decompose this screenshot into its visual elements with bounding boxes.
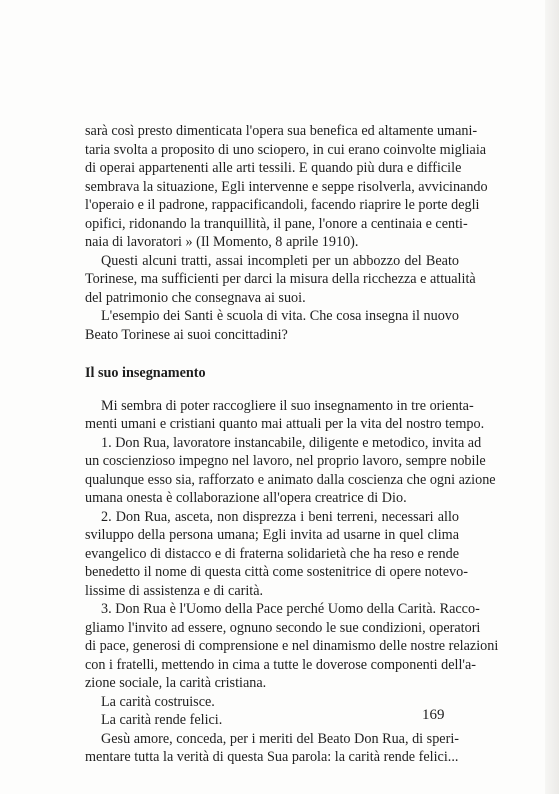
text-line: l'operaio e il padrone, rappacificandoli, facendo riaprire le porte degli bbox=[85, 197, 480, 213]
text-line: qualunque esso sia, rafforzato e animato dalla coscienza che ogni azione bbox=[85, 471, 496, 488]
paragraph bbox=[85, 397, 485, 434]
text-line: La carità rende felici. bbox=[101, 712, 223, 728]
paragraph bbox=[85, 252, 476, 308]
text-line: gliamo l'invito ad essere, ognuno secondo le sue condizioni, operatori bbox=[85, 619, 481, 636]
paragraph bbox=[85, 693, 459, 712]
text-line: L'esempio dei Santi è scuola di vita. Che cosa insegna il nuovo bbox=[101, 308, 459, 324]
paragraphs-after bbox=[85, 397, 499, 767]
paragraph bbox=[85, 307, 459, 344]
text-line: con i fratelli, mettendo in cima a tutte le doverose componenti dell'a- bbox=[85, 656, 477, 673]
body-text bbox=[85, 122, 499, 767]
text-line: Beato Torinese ai suoi concittadini? bbox=[85, 326, 288, 343]
section-heading: Il suo insegnamento bbox=[85, 365, 206, 381]
paragraph bbox=[85, 711, 459, 730]
text-line: taria svolta a proposito di uno sciopero, in cui erano coinvolte migliaia bbox=[85, 141, 487, 158]
text-line: evangelico di distacco e di fraterna solidarietà che ha reso e rende bbox=[85, 545, 459, 562]
paragraph bbox=[85, 122, 488, 252]
text-line: 2. Don Rua, asceta, non disprezza i beni terreni, necessari allo bbox=[101, 508, 459, 525]
page-edge-shadow bbox=[545, 0, 559, 794]
text-line: opifici, ridonando la tranquillità, il pane, l'onore a centinaia e centi- bbox=[85, 215, 468, 232]
text-line: sembrava la situazione, Egli intervenne e seppe risolverla, avvicinando bbox=[85, 178, 488, 195]
text-line: lissime di assistenza e di carità. bbox=[85, 582, 264, 599]
paragraph bbox=[85, 730, 459, 767]
text-line: Mi sembra di poter raccogliere il suo insegnamento in tre orienta- bbox=[101, 397, 474, 414]
page-number: 169 bbox=[422, 707, 445, 723]
paragraph bbox=[85, 508, 468, 601]
section-gap bbox=[85, 344, 459, 364]
paragraph bbox=[85, 434, 496, 508]
text-line: un coscienzioso impegno nel lavoro, nel proprio lavoro, sempre nobile bbox=[85, 453, 486, 469]
text-line: Gesù amore, conceda, per i meriti del Beato Don Rua, di speri- bbox=[101, 730, 459, 747]
text-line: benedetto il nome di questa città come sostenitrice di opere notevo- bbox=[85, 564, 468, 580]
text-line: zione sociale, la carità cristiana. bbox=[85, 675, 267, 691]
paragraph bbox=[85, 600, 499, 693]
text-line: sviluppo della persona umana; Egli invita ad usarne in quel clima bbox=[85, 527, 459, 543]
text-line: Torinese, ma sufficienti per darci la misura della ricchezza e attualità bbox=[85, 271, 476, 287]
text-line: menti umani e cristiani quanto mai attuali per la vita del nostro tempo. bbox=[85, 416, 485, 432]
text-line: naia di lavoratori » (Il Momento, 8 aprile 1910). bbox=[85, 234, 359, 250]
text-line: sarà così presto dimenticata l'opera sua benefica ed altamente umani- bbox=[85, 123, 478, 139]
text-line: Questi alcuni tratti, assai incompleti per un abbozzo del Beato bbox=[101, 252, 459, 269]
paragraphs-before bbox=[85, 122, 488, 344]
text-line: umana onesta è collaborazione all'opera creatrice di Dio. bbox=[85, 490, 407, 506]
text-line: di pace, generosi di comprensione e nel dinamismo delle nostre relazioni bbox=[85, 638, 499, 654]
text-line: del patrimonio che consegnava ai suoi. bbox=[85, 289, 306, 306]
text-line: 3. Don Rua è l'Uomo della Pace perché Uomo della Carità. Racco- bbox=[101, 601, 480, 617]
text-line: mentare tutta la verità di questa Sua parola: la carità rende felici... bbox=[85, 749, 459, 765]
text-line: di operai appartenenti alle arti tessili. E quando più dura e difficile bbox=[85, 160, 462, 176]
text-line: 1. Don Rua, lavoratore instancabile, diligente e metodico, invita ad bbox=[101, 434, 482, 451]
text-line: La carità costruisce. bbox=[101, 693, 215, 710]
